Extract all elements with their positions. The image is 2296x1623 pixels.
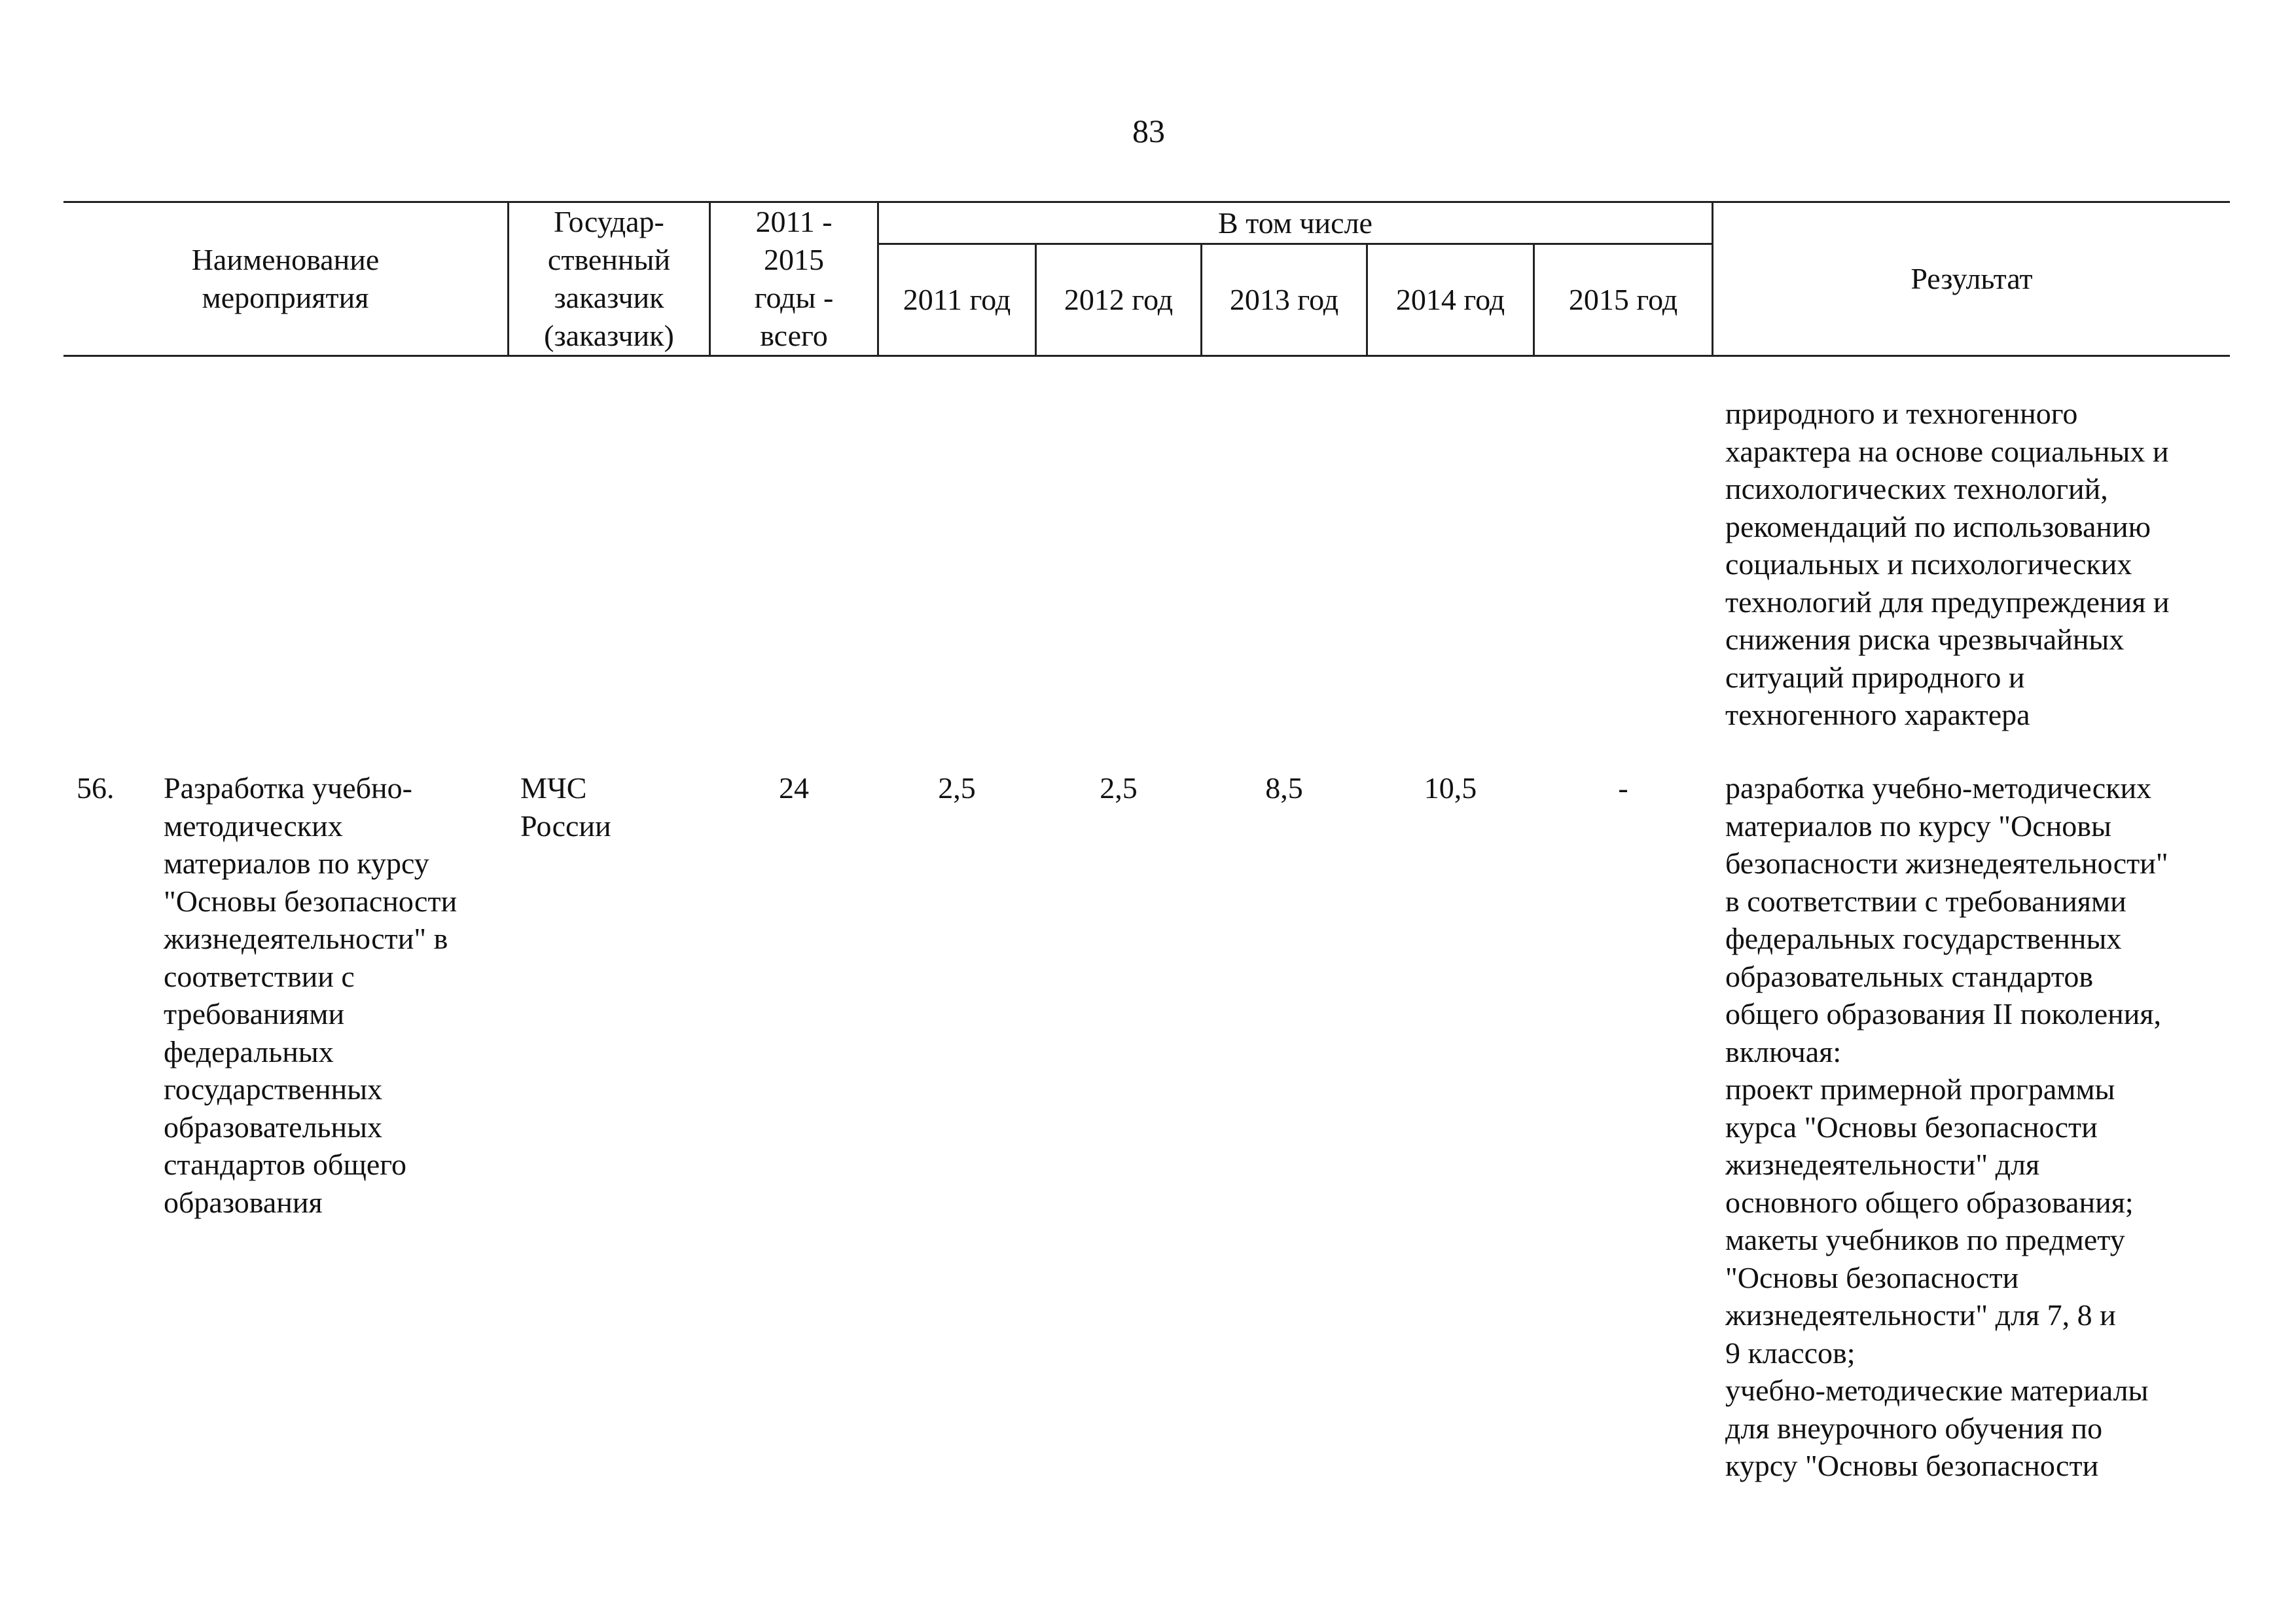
header-total: 2011 - 2015 годы - всего <box>754 205 834 352</box>
row-total: 24 <box>779 771 809 805</box>
row-2013: 8,5 <box>1265 771 1303 805</box>
header-year-2012: 2012 год <box>1064 283 1174 316</box>
header-customer: Государ- ственный заказчик (заказчик) <box>544 205 674 352</box>
header-bottom-rule <box>63 355 2230 357</box>
header-result: Результат <box>1910 262 2033 295</box>
row-2014: 10,5 <box>1424 771 1477 805</box>
row-name: Разработка учебно- методических материалов по курсу "Основы безопасности жизнедеятельности" в соответствии с требованиями федеральных государственных образовательных стандартов общего образования <box>164 771 457 1219</box>
row-2015: - <box>1618 771 1628 805</box>
header-including: В том числе <box>1218 206 1372 240</box>
row-2012: 2,5 <box>1100 771 1138 805</box>
row-2011: 2,5 <box>938 771 976 805</box>
page-number: 83 <box>1132 113 1165 149</box>
header-year-2015: 2015 год <box>1568 283 1678 316</box>
header-year-2011: 2011 год <box>903 283 1011 316</box>
row-customer: МЧС России <box>520 771 611 843</box>
header-year-2014: 2014 год <box>1395 283 1505 316</box>
header-name: Наименование мероприятия <box>191 243 380 314</box>
header-year-2013: 2013 год <box>1229 283 1339 316</box>
row-result: разработка учебно-методических материалов по курсу "Основы безопасности жизнедеятельности" в соответствии с требованиями федеральных государственных образовательных стандартов общего образования II поколения, включая: проект примерной программы курса "Основы безопасности жизнедеятельности" для основного общего образования; макеты учебников по предмету "Основы безопасности жизнедеятельности" для 7, 8 и 9 классов; учебно-методические материалы для внеурочного обучения по курсу "Основы безопасности <box>1725 771 2168 1482</box>
row-number: 56. <box>77 771 115 805</box>
continued-result-text: природного и техногенного характера на основе социальных и психологических технологий, рекомендаций по использованию социальных и психологических технологий для предупреждения и снижения риска чрезвычайных ситуаций природного и техногенного характера <box>1725 397 2170 731</box>
